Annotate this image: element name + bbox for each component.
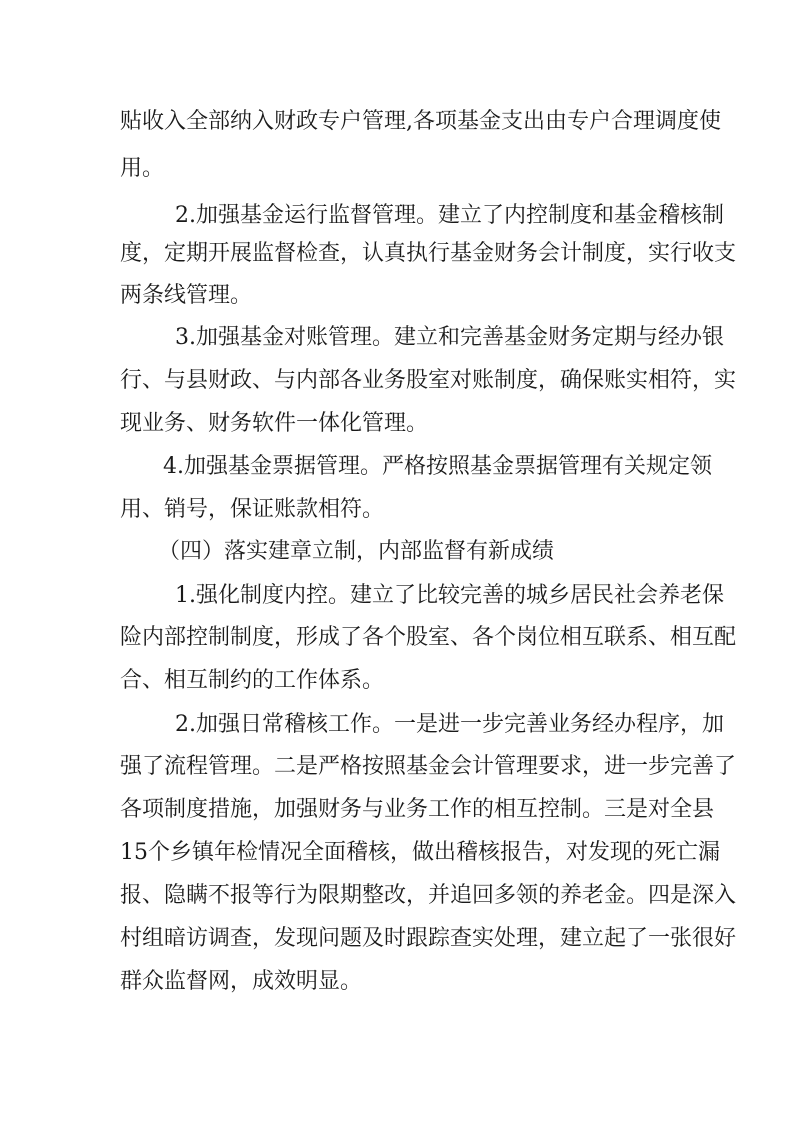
text-line: 合、相互制约的工作体系。 <box>120 668 385 693</box>
text-line: 1.强化制度内控。建立了比较完善的城乡居民社会养老保 <box>175 583 724 608</box>
text-line: 用、销号，保证账款相符。 <box>120 497 385 522</box>
text-line: 群众监督网，成效明显。 <box>120 969 363 994</box>
text-line: 2.加强日常稽核工作。一是进一步完善业务经办程序，加 <box>175 712 724 737</box>
text-line: 贴收入全部纳入财政专户管理,各项基金支出由专户合理调度使 <box>120 109 721 134</box>
text-line: 村组暗访调查，发现问题及时跟踪查实处理，建立起了一张很好 <box>120 926 737 951</box>
text-line: 2.加强基金运行监督管理。建立了内控制度和基金稽核制 <box>175 203 724 228</box>
text-line: 4.加强基金票据管理。严格按照基金票据管理有关规定领 <box>163 454 712 479</box>
text-line: 用。 <box>120 156 165 181</box>
text-line: 两条线管理。 <box>120 283 253 308</box>
text-line: 各项制度措施，加强财务与业务工作的相互控制。三是对全县 <box>120 797 715 822</box>
section-heading: （四）落实建章立制，内部监督有新成绩 <box>158 539 555 564</box>
text-line: 报、隐瞒不报等行为限期整改，并追回多领的养老金。四是深入 <box>120 883 737 908</box>
text-line: 强了流程管理。二是严格按照基金会计管理要求，进一步完善了 <box>120 754 737 779</box>
text-line: 15个乡镇年检情况全面稽核，做出稽核报告，对发现的死亡漏 <box>120 840 720 865</box>
text-line: 度，定期开展监督检查，认真执行基金财务会计制度，实行收支 <box>120 241 737 266</box>
text-line: 3.加强基金对账管理。建立和完善基金财务定期与经办银 <box>175 325 724 350</box>
text-line: 险内部控制制度，形成了各个股室、各个岗位相互联系、相互配 <box>120 625 737 650</box>
text-line: 现业务、财务软件一体化管理。 <box>120 411 429 436</box>
text-line: 行、与县财政、与内部各业务股室对账制度，确保账实相符，实 <box>120 368 737 393</box>
